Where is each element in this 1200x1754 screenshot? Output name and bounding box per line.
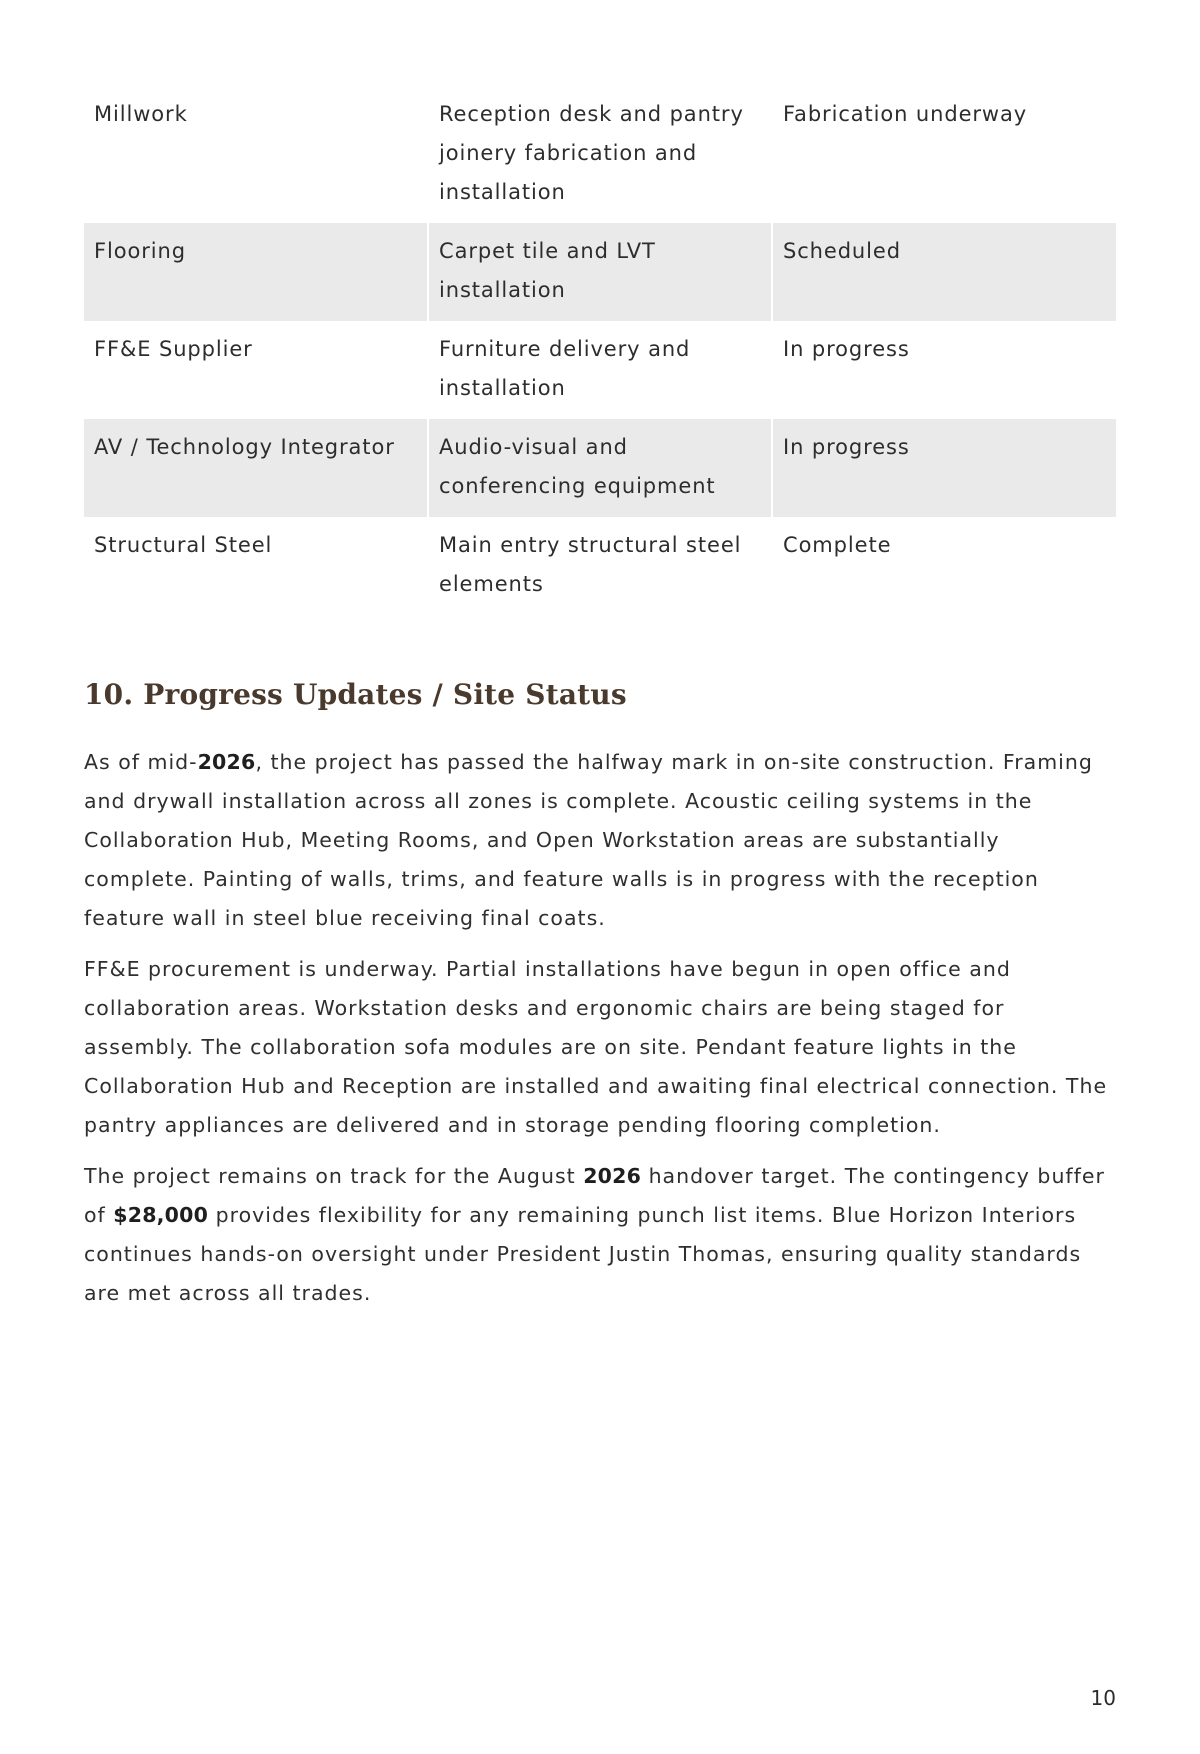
paragraph-text: The project remains on track for the August bbox=[84, 1164, 584, 1188]
body-paragraph bbox=[84, 950, 1116, 1145]
amount-emphasis: $28,000 bbox=[113, 1203, 209, 1227]
body-paragraph bbox=[84, 1157, 1116, 1313]
table-row bbox=[84, 86, 1116, 223]
scope-cell: Carpet tile and LVT installation bbox=[427, 223, 771, 321]
table-row bbox=[84, 321, 1116, 419]
trade-cell: Millwork bbox=[94, 102, 188, 126]
table-row bbox=[84, 517, 1116, 615]
trade-cell: Structural Steel bbox=[94, 533, 273, 557]
year-emphasis: 2026 bbox=[583, 1164, 642, 1188]
document-page bbox=[84, 86, 1116, 1325]
scope-cell: Audio-visual and conferencing equipment bbox=[427, 419, 771, 517]
paragraph-text: , the project has passed the halfway mark in on-site construction. Framing and drywall installation across all zones is complete. Acoustic ceiling systems in the Collaboration Hub, Meeting Rooms, and Open Workstation areas are substantially complete. Painting of walls, trims, and feature walls is in progress with the reception feature wall in steel blue receiving final coats. bbox=[84, 750, 1093, 930]
page-number: 10 bbox=[1090, 1686, 1116, 1710]
table-row bbox=[84, 223, 1116, 321]
paragraph-text: provides flexibility for any remaining punch list items. Blue Horizon Interiors continues hands-on oversight under President Justin Thomas, ensuring quality standards are met across all trades. bbox=[84, 1203, 1082, 1305]
status-cell: Fabrication underway bbox=[771, 86, 1116, 223]
body-paragraph bbox=[84, 743, 1116, 938]
trade-cell: Flooring bbox=[84, 223, 427, 321]
status-cell: In progress bbox=[771, 419, 1116, 517]
scope-cell: Reception desk and pantry joinery fabrication and installation bbox=[427, 86, 771, 223]
paragraph-text: FF&E procurement is underway. Partial installations have begun in open office and collaboration areas. Workstation desks and ergonomic chairs are being staged for assembly. The collaboration sofa modules are on site. Pendant feature lights in the Collaboration Hub and Reception are installed and awaiting final electrical connection. The pantry appliances are delivered and in storage pending flooring completion. bbox=[84, 957, 1108, 1137]
section-body bbox=[84, 743, 1116, 1313]
trade-status-table-body bbox=[84, 86, 1116, 615]
status-cell: Scheduled bbox=[771, 223, 1116, 321]
scope-cell: Furniture delivery and installation bbox=[427, 321, 771, 419]
trade-cell: FF&E Supplier bbox=[94, 337, 253, 361]
paragraph-text: handover target. The contingency buffer of bbox=[84, 1164, 1105, 1227]
year-emphasis: 2026 bbox=[197, 750, 256, 774]
scope-cell: Main entry structural steel elements bbox=[427, 517, 771, 615]
table-row bbox=[84, 419, 1116, 517]
section-heading: 10. Progress Updates / Site Status bbox=[84, 678, 627, 711]
trade-cell: AV / Technology Integrator bbox=[84, 419, 427, 517]
status-cell: Complete bbox=[771, 517, 1116, 615]
trade-status-table bbox=[84, 86, 1116, 615]
status-cell: In progress bbox=[771, 321, 1116, 419]
paragraph-text: As of mid- bbox=[84, 750, 198, 774]
